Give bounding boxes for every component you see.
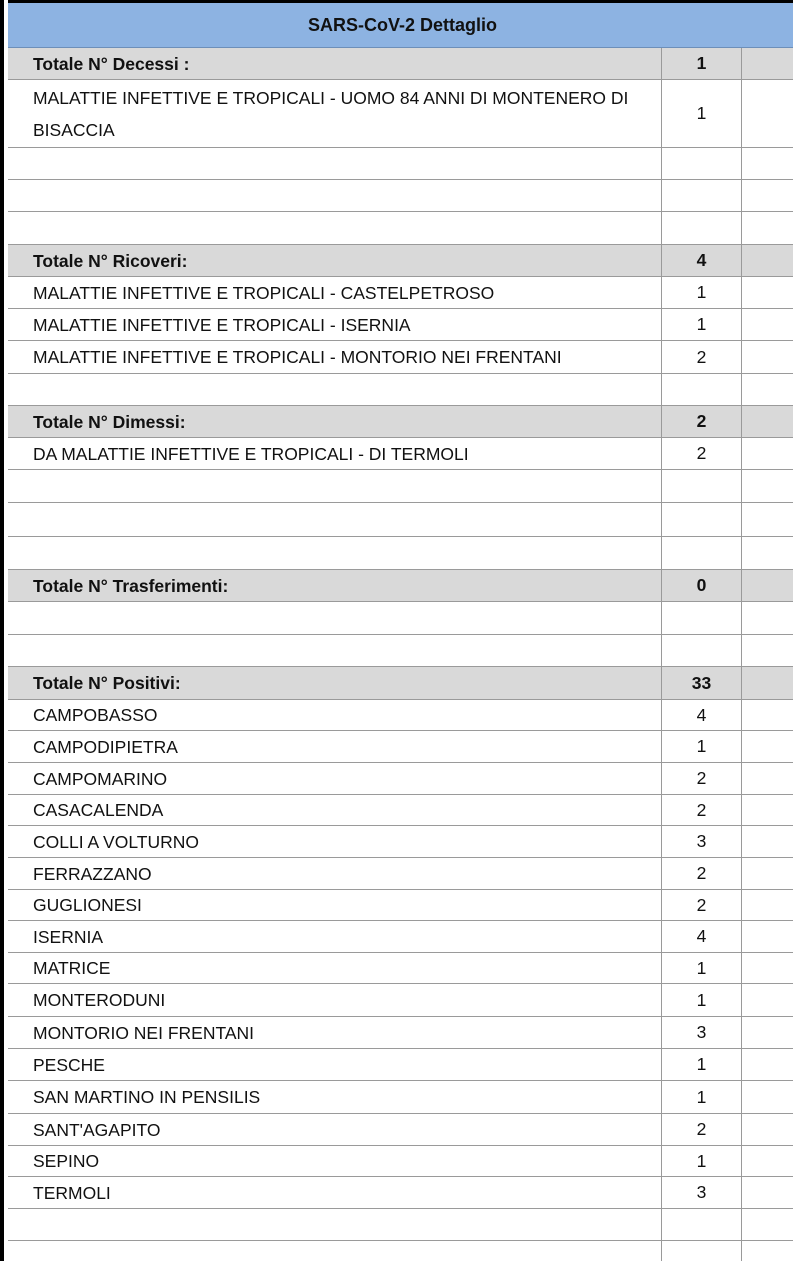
row-value: 2 bbox=[662, 438, 742, 469]
title-row bbox=[8, 0, 793, 48]
total-trasferimenti-label: Totale N° Trasferimenti: bbox=[8, 570, 662, 601]
empty-cell bbox=[662, 503, 742, 536]
empty-row[interactable] bbox=[8, 470, 793, 503]
empty-cell bbox=[662, 537, 742, 569]
row-value: 4 bbox=[662, 700, 742, 730]
row-value: 1 bbox=[662, 309, 742, 340]
table-row[interactable] bbox=[8, 1177, 793, 1209]
row-value: 2 bbox=[662, 858, 742, 889]
table-row[interactable] bbox=[8, 858, 793, 890]
empty-cell bbox=[8, 374, 662, 405]
row-description: COLLI A VOLTURNO bbox=[8, 826, 662, 857]
total-positivi-row[interactable] bbox=[8, 667, 793, 700]
row-description: SEPINO bbox=[8, 1146, 662, 1176]
row-description: ISERNIA bbox=[8, 921, 662, 952]
row-description: MALATTIE INFETTIVE E TROPICALI - ISERNIA bbox=[8, 309, 662, 340]
row-description: MATRICE bbox=[8, 953, 662, 983]
table-row[interactable] bbox=[8, 826, 793, 858]
row-value: 1 bbox=[662, 80, 742, 147]
row-description: DA MALATTIE INFETTIVE E TROPICALI - DI TERMOLI bbox=[8, 438, 662, 469]
row-description: FERRAZZANO bbox=[8, 858, 662, 889]
table-row[interactable] bbox=[8, 1017, 793, 1049]
total-decessi-value: 1 bbox=[662, 48, 742, 79]
row-description: SANT'AGAPITO bbox=[8, 1114, 662, 1145]
empty-cell bbox=[662, 374, 742, 405]
row-description: CASACALENDA bbox=[8, 795, 662, 825]
row-value: 1 bbox=[662, 1081, 742, 1113]
empty-cell bbox=[8, 503, 662, 536]
total-ricoveri-label: Totale N° Ricoveri: bbox=[8, 245, 662, 276]
empty-cell bbox=[742, 80, 793, 147]
total-trasferimenti-value: 0 bbox=[662, 570, 742, 601]
empty-cell bbox=[8, 148, 662, 179]
table-row[interactable] bbox=[8, 1049, 793, 1081]
row-description: CAMPODIPIETRA bbox=[8, 731, 662, 762]
empty-cell bbox=[8, 635, 662, 666]
total-dimessi-row[interactable] bbox=[8, 406, 793, 438]
row-description: TERMOLI bbox=[8, 1177, 662, 1208]
total-decessi-label: Totale N° Decessi : bbox=[8, 48, 662, 79]
empty-cell bbox=[662, 148, 742, 179]
empty-cell bbox=[742, 48, 793, 79]
total-positivi-value: 33 bbox=[662, 667, 742, 699]
empty-cell bbox=[8, 1241, 662, 1261]
empty-row[interactable] bbox=[8, 537, 793, 570]
table-row[interactable] bbox=[8, 309, 793, 341]
empty-cell bbox=[662, 1209, 742, 1240]
empty-cell bbox=[8, 1209, 662, 1240]
row-description: MONTERODUNI bbox=[8, 984, 662, 1016]
total-trasferimenti-row[interactable] bbox=[8, 570, 793, 602]
row-description: MONTORIO NEI FRENTANI bbox=[8, 1017, 662, 1048]
row-value: 2 bbox=[662, 1114, 742, 1145]
total-dimessi-label: Totale N° Dimessi: bbox=[8, 406, 662, 437]
row-description: CAMPOMARINO bbox=[8, 763, 662, 794]
table-row[interactable] bbox=[8, 1114, 793, 1146]
row-value: 3 bbox=[662, 1017, 742, 1048]
empty-cell bbox=[8, 212, 662, 244]
table-row[interactable] bbox=[8, 984, 793, 1017]
row-description: MALATTIE INFETTIVE E TROPICALI - CASTELPETROSO bbox=[8, 277, 662, 308]
total-dimessi-value: 2 bbox=[662, 406, 742, 437]
table-row[interactable] bbox=[8, 1081, 793, 1114]
sheet-title: SARS-CoV-2 Dettaglio bbox=[307, 14, 498, 35]
row-description: SAN MARTINO IN PENSILIS bbox=[8, 1081, 662, 1113]
row-value: 3 bbox=[662, 1177, 742, 1208]
row-value: 1 bbox=[662, 277, 742, 308]
empty-cell bbox=[8, 180, 662, 211]
empty-cell bbox=[662, 470, 742, 502]
row-value: 2 bbox=[662, 795, 742, 825]
table-row[interactable] bbox=[8, 438, 793, 470]
empty-cell bbox=[662, 212, 742, 244]
table-row[interactable] bbox=[8, 277, 793, 309]
empty-cell bbox=[742, 570, 793, 601]
empty-cell bbox=[662, 180, 742, 211]
row-value: 1 bbox=[662, 731, 742, 762]
table-row[interactable] bbox=[8, 731, 793, 763]
empty-row[interactable] bbox=[8, 212, 793, 245]
empty-cell bbox=[742, 406, 793, 437]
row-value: 4 bbox=[662, 921, 742, 952]
table-row[interactable] bbox=[8, 795, 793, 826]
table-row[interactable] bbox=[8, 700, 793, 731]
empty-row[interactable] bbox=[8, 1209, 793, 1241]
table-row[interactable] bbox=[8, 953, 793, 984]
table-row[interactable] bbox=[8, 763, 793, 795]
row-value: 2 bbox=[662, 890, 742, 920]
total-decessi-row[interactable] bbox=[8, 48, 793, 80]
empty-cell bbox=[8, 537, 662, 569]
empty-row[interactable] bbox=[8, 148, 793, 180]
row-description: PESCHE bbox=[8, 1049, 662, 1080]
total-ricoveri-value: 4 bbox=[662, 245, 742, 276]
table-row[interactable] bbox=[8, 1146, 793, 1177]
empty-cell bbox=[8, 602, 662, 634]
total-ricoveri-row[interactable] bbox=[8, 245, 793, 277]
row-value: 1 bbox=[662, 984, 742, 1016]
table-row[interactable] bbox=[8, 80, 793, 148]
row-value: 1 bbox=[662, 1049, 742, 1080]
empty-cell bbox=[662, 602, 742, 634]
empty-row[interactable] bbox=[8, 635, 793, 667]
empty-cell bbox=[8, 470, 662, 502]
empty-row[interactable] bbox=[8, 1241, 793, 1261]
empty-row[interactable] bbox=[8, 180, 793, 212]
total-positivi-label: Totale N° Positivi: bbox=[8, 667, 662, 699]
row-value: 1 bbox=[662, 1146, 742, 1176]
row-value: 2 bbox=[662, 763, 742, 794]
row-description: MALATTIE INFETTIVE E TROPICALI - MONTORIO NEI FRENTANI bbox=[8, 341, 662, 373]
row-value: 2 bbox=[662, 341, 742, 373]
row-value: 1 bbox=[662, 953, 742, 983]
empty-cell bbox=[742, 667, 793, 699]
empty-cell bbox=[662, 1241, 742, 1261]
empty-row[interactable] bbox=[8, 503, 793, 537]
row-description: CAMPOBASSO bbox=[8, 700, 662, 730]
table-row[interactable] bbox=[8, 890, 793, 921]
empty-row[interactable] bbox=[8, 602, 793, 635]
table-row[interactable] bbox=[8, 341, 793, 374]
table-row[interactable] bbox=[8, 921, 793, 953]
empty-cell bbox=[742, 245, 793, 276]
row-value: 3 bbox=[662, 826, 742, 857]
row-description: GUGLIONESI bbox=[8, 890, 662, 920]
row-description: MALATTIE INFETTIVE E TROPICALI - UOMO 84 ANNI DI MONTENERO DI BISACCIA bbox=[8, 80, 662, 147]
empty-cell bbox=[662, 635, 742, 666]
empty-row[interactable] bbox=[8, 374, 793, 406]
